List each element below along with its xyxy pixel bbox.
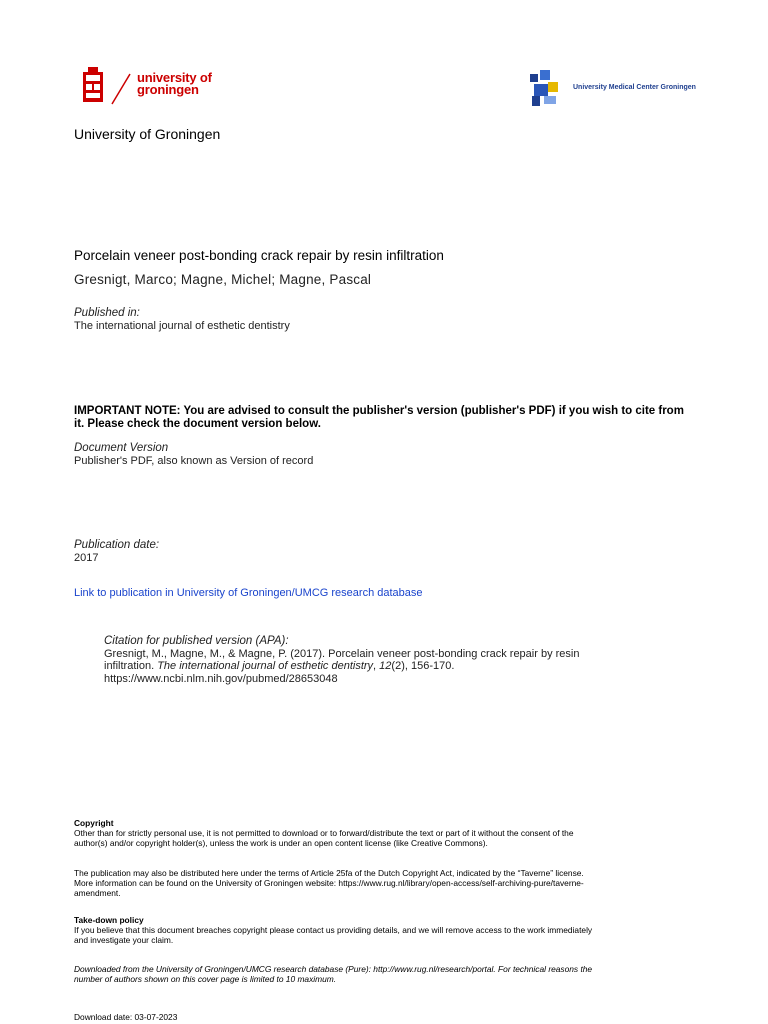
publication-link[interactable]: Link to publication in University of Groningen/UMCG research database xyxy=(74,587,423,599)
downloaded-from xyxy=(74,964,724,984)
umcg-logo-text: University Medical Center Groningen xyxy=(573,84,696,91)
citation-line1: Gresnigt, M., Magne, M., & Magne, P. (2017). Porcelain veneer post-bonding crack repair by resin xyxy=(104,647,580,660)
citation-volume: 12 xyxy=(379,660,392,672)
published-in-label: Published in: xyxy=(74,307,140,319)
rug-logo xyxy=(80,66,240,110)
important-note-line2: it. Please check the document version below. xyxy=(74,418,321,430)
rug-logo-text xyxy=(137,72,212,96)
takedown-heading: Take-down policy xyxy=(74,915,144,925)
takedown-line1: If you believe that this document breaches copyright please contact us providing details, and we will remove access to the work immediately xyxy=(74,925,593,935)
downloaded-line1: Downloaded from the University of Groningen/UMCG research database (Pure): http://www.rug.nl/research/portal. For technical reasons the xyxy=(74,964,593,974)
citation-issue-pages: (2), 156-170. xyxy=(391,660,455,672)
taverne-section xyxy=(74,868,724,898)
citation-prefix: infiltration. xyxy=(104,660,158,672)
citation-line2 xyxy=(104,660,704,673)
taverne-line2: More information can be found on the University of Groningen website: https://www.rug.nl/library/open-access/self-archiving-pure/taverne- xyxy=(74,878,584,888)
authors: Gresnigt, Marco; Magne, Michel; Magne, Pascal xyxy=(74,272,372,287)
publication-date-value: 2017 xyxy=(74,552,99,564)
takedown-line2: and investigate your claim. xyxy=(74,935,174,945)
citation-journal: The international journal of esthetic dentistry xyxy=(157,660,374,672)
rug-crest-icon xyxy=(80,66,140,110)
copyright-line1: Other than for strictly personal use, it is not permitted to download or to forward/distribute the text or part of it without the consent of the xyxy=(74,828,574,838)
document-version-label: Document Version xyxy=(74,442,169,454)
takedown-section xyxy=(74,915,724,945)
important-note-line1: IMPORTANT NOTE: You are advised to consult the publisher's version (publisher's PDF) if you wish to cite from xyxy=(74,405,684,417)
rug-logo-line2: groningen xyxy=(137,82,199,97)
copyright-line2: author(s) and/or copyright holder(s), unless the work is under an open content license (like Creative Commons). xyxy=(74,838,488,848)
citation-label: Citation for published version (APA): xyxy=(104,635,289,647)
taverne-line3: amendment. xyxy=(74,888,121,898)
document-title: Porcelain veneer post-bonding crack repair by resin infiltration xyxy=(74,248,444,263)
umcg-logo xyxy=(526,66,706,112)
citation-url: https://www.ncbi.nlm.nih.gov/pubmed/28653048 xyxy=(104,672,338,685)
published-in-value: The international journal of esthetic dentistry xyxy=(74,320,290,332)
institution-name: University of Groningen xyxy=(74,126,221,142)
publication-date-label: Publication date: xyxy=(74,539,160,551)
downloaded-line2: number of authors shown on this cover page is limited to 10 maximum. xyxy=(74,974,337,984)
copyright-heading: Copyright xyxy=(74,818,114,828)
taverne-line1: The publication may also be distributed here under the terms of Article 25fa of the Dutch Copyright Act, indicated by the “Taverne” license. xyxy=(74,868,584,878)
document-version-value: Publisher's PDF, also known as Version of record xyxy=(74,455,314,467)
copyright-section xyxy=(74,818,724,848)
download-date: Download date: 03-07-2023 xyxy=(74,1012,178,1022)
citation-sep: , xyxy=(373,660,380,672)
citation-block xyxy=(104,635,704,685)
important-note xyxy=(74,405,734,431)
umcg-emblem-icon xyxy=(526,66,566,112)
rug-logo-line1: university of xyxy=(137,70,212,85)
